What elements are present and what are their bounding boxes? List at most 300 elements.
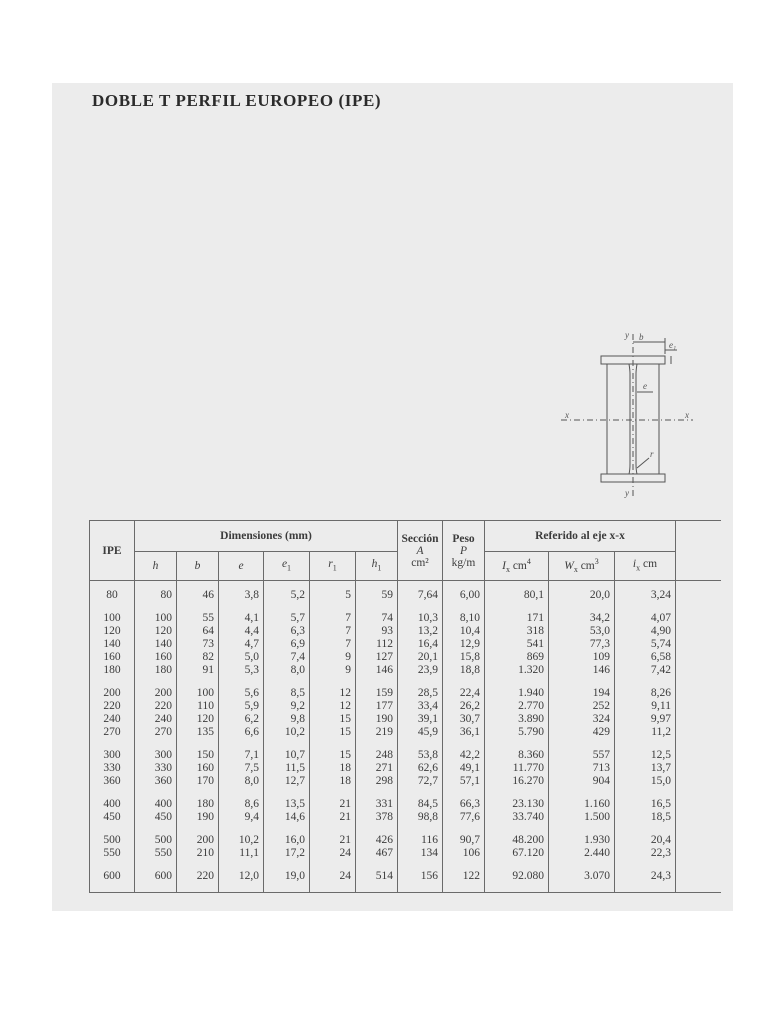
subheader-e1-sym: e xyxy=(281,557,288,570)
cell-e1: 9,8 xyxy=(264,713,310,726)
cell-r1: 7 xyxy=(310,625,356,638)
subheader-ix-unit: cm xyxy=(512,559,527,572)
cell-h1: 219 xyxy=(356,726,398,739)
cell-h1: 331 xyxy=(356,788,398,811)
cell-area: 13,2 xyxy=(398,625,443,638)
cell-e1: 8,5 xyxy=(264,677,310,700)
subheader-r1-sym: r xyxy=(328,557,333,570)
cell-e1: 6,3 xyxy=(264,625,310,638)
cell-area: 33,4 xyxy=(398,700,443,713)
cell-area: 72,7 xyxy=(398,775,443,788)
cell-weight: 18,8 xyxy=(443,664,485,677)
cell-area: 39,1 xyxy=(398,713,443,726)
cell-b: 170 xyxy=(177,775,219,788)
cell-r1: 12 xyxy=(310,677,356,700)
cell-h1: 59 xyxy=(356,581,398,603)
cell-b: 46 xyxy=(177,581,219,603)
page-title: DOBLE T PERFIL EUROPEO (IPE) xyxy=(92,91,382,110)
cell-ix: 48.200 xyxy=(485,824,549,847)
cell-ix: 33.740 xyxy=(485,811,549,824)
cell-ipe: 450 xyxy=(90,811,135,824)
cell-h1: 159 xyxy=(356,677,398,700)
subheader-wx-unit: cm xyxy=(580,559,595,572)
cell-wx: 3.070 xyxy=(549,860,615,893)
table-row xyxy=(90,625,721,638)
cell-weight: 10,4 xyxy=(443,625,485,638)
cell-ipe: 600 xyxy=(90,860,135,893)
subheader-rx-unit: cm xyxy=(643,557,658,570)
cell-h: 100 xyxy=(135,602,177,625)
header-seccion-label: Sección xyxy=(401,532,439,545)
cell-b: 120 xyxy=(177,713,219,726)
table-row xyxy=(90,847,721,860)
cell-ipe: 400 xyxy=(90,788,135,811)
cell-r1: 7 xyxy=(310,638,356,651)
cell-b: 55 xyxy=(177,602,219,625)
cell-rx: 6,58 xyxy=(615,651,676,664)
cell-blank xyxy=(676,860,721,893)
cell-e: 5,3 xyxy=(219,664,264,677)
header-dimensiones: Dimensiones (mm) xyxy=(135,521,398,552)
fig-label-e1: e₁ xyxy=(669,340,677,350)
cell-ix: 869 xyxy=(485,651,549,664)
subheader-h1 xyxy=(356,552,398,581)
cell-h1: 177 xyxy=(356,700,398,713)
subheader-r1 xyxy=(310,552,356,581)
cell-h: 360 xyxy=(135,775,177,788)
cell-e1: 11,5 xyxy=(264,762,310,775)
subheader-wx-sub: x xyxy=(573,565,578,575)
ipe-table-wrapper xyxy=(89,520,721,893)
cell-ix: 171 xyxy=(485,602,549,625)
ipe-profile-svg xyxy=(557,330,697,500)
cell-h1: 378 xyxy=(356,811,398,824)
cell-wx: 713 xyxy=(549,762,615,775)
web-right-edge xyxy=(636,364,637,474)
cell-ipe: 360 xyxy=(90,775,135,788)
cell-h1: 112 xyxy=(356,638,398,651)
cell-rx: 12,5 xyxy=(615,739,676,762)
cell-ix: 8.360 xyxy=(485,739,549,762)
cell-ix: 16.270 xyxy=(485,775,549,788)
cell-e1: 10,2 xyxy=(264,726,310,739)
cell-r1: 15 xyxy=(310,739,356,762)
cell-h: 220 xyxy=(135,700,177,713)
cell-blank xyxy=(676,700,721,713)
cell-rx: 8,26 xyxy=(615,677,676,700)
cell-e1: 5,7 xyxy=(264,602,310,625)
cell-blank xyxy=(676,726,721,739)
dim-r-leader xyxy=(637,458,649,468)
cell-wx: 557 xyxy=(549,739,615,762)
cell-weight: 106 xyxy=(443,847,485,860)
cell-rx: 20,4 xyxy=(615,824,676,847)
subheader-wx-sup: 3 xyxy=(594,556,599,566)
cell-weight: 26,2 xyxy=(443,700,485,713)
cell-area: 28,5 xyxy=(398,677,443,700)
header-peso-label: Peso xyxy=(452,532,475,545)
cell-h: 600 xyxy=(135,860,177,893)
cell-rx: 18,5 xyxy=(615,811,676,824)
cell-ipe: 100 xyxy=(90,602,135,625)
cell-blank xyxy=(676,811,721,824)
cell-b: 64 xyxy=(177,625,219,638)
fig-label-y-bottom: y xyxy=(625,488,629,498)
cell-b: 160 xyxy=(177,762,219,775)
cell-rx: 9,97 xyxy=(615,713,676,726)
cell-blank xyxy=(676,625,721,638)
header-peso-unit: kg/m xyxy=(451,556,476,569)
cell-rx: 7,42 xyxy=(615,664,676,677)
cell-r1: 15 xyxy=(310,713,356,726)
cell-e: 5,9 xyxy=(219,700,264,713)
cell-ipe: 300 xyxy=(90,739,135,762)
cell-e1: 9,2 xyxy=(264,700,310,713)
cell-b: 190 xyxy=(177,811,219,824)
cell-b: 150 xyxy=(177,739,219,762)
cell-h1: 426 xyxy=(356,824,398,847)
cell-ipe: 240 xyxy=(90,713,135,726)
cell-e1: 6,9 xyxy=(264,638,310,651)
cell-r1: 9 xyxy=(310,664,356,677)
cell-wx: 53,0 xyxy=(549,625,615,638)
cell-h: 200 xyxy=(135,677,177,700)
table-row xyxy=(90,726,721,739)
subheader-h1-sym: h xyxy=(371,557,378,570)
cell-e: 12,0 xyxy=(219,860,264,893)
cell-weight: 36,1 xyxy=(443,726,485,739)
header-peso-symbol: P xyxy=(459,544,468,557)
header-peso xyxy=(443,521,485,581)
cell-ipe: 140 xyxy=(90,638,135,651)
cell-weight: 66,3 xyxy=(443,788,485,811)
cell-e: 11,1 xyxy=(219,847,264,860)
subheader-rx xyxy=(615,552,676,581)
cell-weight: 49,1 xyxy=(443,762,485,775)
header-referido: Referido al eje x-x xyxy=(485,521,676,552)
cell-r1: 18 xyxy=(310,775,356,788)
cell-rx: 16,5 xyxy=(615,788,676,811)
cell-h: 300 xyxy=(135,739,177,762)
cell-blank xyxy=(676,581,721,603)
cell-weight: 57,1 xyxy=(443,775,485,788)
cell-weight: 77,6 xyxy=(443,811,485,824)
cell-r1: 5 xyxy=(310,581,356,603)
header-ipe: IPE xyxy=(90,521,135,581)
cell-b: 210 xyxy=(177,847,219,860)
cell-h: 270 xyxy=(135,726,177,739)
cell-e1: 13,5 xyxy=(264,788,310,811)
cell-weight: 15,8 xyxy=(443,651,485,664)
cell-wx: 324 xyxy=(549,713,615,726)
cell-e1: 12,7 xyxy=(264,775,310,788)
cell-wx: 252 xyxy=(549,700,615,713)
cell-e1: 7,4 xyxy=(264,651,310,664)
cell-r1: 9 xyxy=(310,651,356,664)
subheader-wx-sym: W xyxy=(564,559,574,572)
cell-ix: 11.770 xyxy=(485,762,549,775)
table-row xyxy=(90,638,721,651)
cell-rx: 3,24 xyxy=(615,581,676,603)
cell-wx: 1.500 xyxy=(549,811,615,824)
cell-area: 7,64 xyxy=(398,581,443,603)
cell-ipe: 550 xyxy=(90,847,135,860)
cell-e: 4,7 xyxy=(219,638,264,651)
cell-h: 240 xyxy=(135,713,177,726)
cell-wx: 1.930 xyxy=(549,824,615,847)
cell-e: 7,1 xyxy=(219,739,264,762)
cell-b: 82 xyxy=(177,651,219,664)
cell-wx: 1.160 xyxy=(549,788,615,811)
cell-rx: 5,74 xyxy=(615,638,676,651)
cell-e1: 14,6 xyxy=(264,811,310,824)
cell-wx: 194 xyxy=(549,677,615,700)
cell-h1: 190 xyxy=(356,713,398,726)
cell-weight: 22,4 xyxy=(443,677,485,700)
table-row xyxy=(90,700,721,713)
cell-area: 16,4 xyxy=(398,638,443,651)
cell-ipe: 200 xyxy=(90,677,135,700)
cell-h1: 248 xyxy=(356,739,398,762)
cell-area: 156 xyxy=(398,860,443,893)
cell-ipe: 120 xyxy=(90,625,135,638)
cell-e: 6,2 xyxy=(219,713,264,726)
cell-blank xyxy=(676,713,721,726)
cell-area: 116 xyxy=(398,824,443,847)
cell-b: 135 xyxy=(177,726,219,739)
cell-h: 500 xyxy=(135,824,177,847)
cell-b: 100 xyxy=(177,677,219,700)
cell-e: 4,4 xyxy=(219,625,264,638)
cell-blank xyxy=(676,638,721,651)
cell-area: 10,3 xyxy=(398,602,443,625)
subheader-rx-sym: i xyxy=(632,557,637,570)
cell-e: 7,5 xyxy=(219,762,264,775)
cell-blank xyxy=(676,775,721,788)
cell-rx: 4,07 xyxy=(615,602,676,625)
header-seccion xyxy=(398,521,443,581)
cell-blank xyxy=(676,762,721,775)
cell-area: 20,1 xyxy=(398,651,443,664)
cell-area: 84,5 xyxy=(398,788,443,811)
subheader-r1-sub: 1 xyxy=(332,563,337,573)
cell-b: 200 xyxy=(177,824,219,847)
cell-ix: 80,1 xyxy=(485,581,549,603)
subheader-ix-sym: I xyxy=(502,559,506,572)
subheader-b: b xyxy=(177,552,219,581)
cell-blank xyxy=(676,664,721,677)
table-row xyxy=(90,713,721,726)
cell-ipe: 500 xyxy=(90,824,135,847)
table-row xyxy=(90,824,721,847)
cell-r1: 21 xyxy=(310,811,356,824)
cell-e1: 8,0 xyxy=(264,664,310,677)
cell-r1: 18 xyxy=(310,762,356,775)
subheader-e: e xyxy=(219,552,264,581)
cell-ix: 67.120 xyxy=(485,847,549,860)
cell-e: 9,4 xyxy=(219,811,264,824)
table-row xyxy=(90,651,721,664)
subheader-e1-sub: 1 xyxy=(287,563,292,573)
table-head xyxy=(90,521,721,581)
cell-blank xyxy=(676,651,721,664)
cell-ix: 541 xyxy=(485,638,549,651)
cell-h: 330 xyxy=(135,762,177,775)
ipe-profile-diagram xyxy=(557,330,697,500)
cell-r1: 7 xyxy=(310,602,356,625)
table-row xyxy=(90,860,721,893)
cell-h: 450 xyxy=(135,811,177,824)
cell-rx: 24,3 xyxy=(615,860,676,893)
cell-area: 134 xyxy=(398,847,443,860)
cell-e1: 16,0 xyxy=(264,824,310,847)
cell-e: 10,2 xyxy=(219,824,264,847)
cell-blank xyxy=(676,739,721,762)
fig-label-r: r xyxy=(650,449,654,459)
cell-wx: 77,3 xyxy=(549,638,615,651)
cell-h: 400 xyxy=(135,788,177,811)
cell-rx: 22,3 xyxy=(615,847,676,860)
cell-ix: 318 xyxy=(485,625,549,638)
cell-b: 110 xyxy=(177,700,219,713)
cell-rx: 15,0 xyxy=(615,775,676,788)
cell-r1: 21 xyxy=(310,788,356,811)
cell-e1: 17,2 xyxy=(264,847,310,860)
subheader-ix-sub: x xyxy=(505,565,510,575)
cell-e: 4,1 xyxy=(219,602,264,625)
subheader-ix xyxy=(485,552,549,581)
ipe-properties-table xyxy=(89,520,721,893)
cell-area: 62,6 xyxy=(398,762,443,775)
cell-blank xyxy=(676,677,721,700)
cell-b: 220 xyxy=(177,860,219,893)
cell-blank xyxy=(676,824,721,847)
cell-h1: 74 xyxy=(356,602,398,625)
cell-h: 550 xyxy=(135,847,177,860)
cell-e: 8,0 xyxy=(219,775,264,788)
cell-e1: 10,7 xyxy=(264,739,310,762)
cell-rx: 9,11 xyxy=(615,700,676,713)
cell-r1: 24 xyxy=(310,847,356,860)
cell-wx: 146 xyxy=(549,664,615,677)
cell-weight: 42,2 xyxy=(443,739,485,762)
cell-e1: 5,2 xyxy=(264,581,310,603)
fig-label-y-top: y xyxy=(625,330,629,340)
fig-label-e: e xyxy=(643,381,647,391)
cell-wx: 34,2 xyxy=(549,602,615,625)
cell-r1: 21 xyxy=(310,824,356,847)
table-body xyxy=(90,581,721,893)
header-seccion-unit: cm² xyxy=(411,556,429,569)
cell-blank xyxy=(676,602,721,625)
cell-h: 180 xyxy=(135,664,177,677)
table-row xyxy=(90,788,721,811)
cell-r1: 24 xyxy=(310,860,356,893)
header-blank xyxy=(676,521,721,581)
cell-ipe: 80 xyxy=(90,581,135,603)
cell-wx: 20,0 xyxy=(549,581,615,603)
cell-ix: 23.130 xyxy=(485,788,549,811)
cell-b: 73 xyxy=(177,638,219,651)
cell-h: 120 xyxy=(135,625,177,638)
cell-ix: 5.790 xyxy=(485,726,549,739)
cell-b: 91 xyxy=(177,664,219,677)
cell-h1: 127 xyxy=(356,651,398,664)
cell-e: 5,6 xyxy=(219,677,264,700)
cell-h: 140 xyxy=(135,638,177,651)
cell-weight: 12,9 xyxy=(443,638,485,651)
cell-h1: 514 xyxy=(356,860,398,893)
cell-ipe: 330 xyxy=(90,762,135,775)
cell-blank xyxy=(676,788,721,811)
cell-wx: 109 xyxy=(549,651,615,664)
cell-blank xyxy=(676,847,721,860)
cell-weight: 30,7 xyxy=(443,713,485,726)
cell-h1: 146 xyxy=(356,664,398,677)
document-page xyxy=(52,83,733,911)
table-row xyxy=(90,775,721,788)
cell-e: 3,8 xyxy=(219,581,264,603)
table-row xyxy=(90,762,721,775)
cell-wx: 429 xyxy=(549,726,615,739)
subheader-wx xyxy=(549,552,615,581)
table-row xyxy=(90,664,721,677)
cell-weight: 8,10 xyxy=(443,602,485,625)
table-row xyxy=(90,581,721,603)
cell-rx: 13,7 xyxy=(615,762,676,775)
header-seccion-symbol: A xyxy=(416,544,424,557)
subheader-rx-sub: x xyxy=(636,563,641,573)
cell-h1: 467 xyxy=(356,847,398,860)
cell-e: 8,6 xyxy=(219,788,264,811)
cell-weight: 6,00 xyxy=(443,581,485,603)
cell-rx: 11,2 xyxy=(615,726,676,739)
table-row xyxy=(90,677,721,700)
cell-weight: 122 xyxy=(443,860,485,893)
cell-ipe: 220 xyxy=(90,700,135,713)
cell-wx: 2.440 xyxy=(549,847,615,860)
cell-ix: 1.940 xyxy=(485,677,549,700)
cell-weight: 90,7 xyxy=(443,824,485,847)
cell-ix: 92.080 xyxy=(485,860,549,893)
cell-h1: 93 xyxy=(356,625,398,638)
cell-ix: 1.320 xyxy=(485,664,549,677)
cell-ipe: 270 xyxy=(90,726,135,739)
table-row xyxy=(90,811,721,824)
cell-h1: 271 xyxy=(356,762,398,775)
cell-area: 23,9 xyxy=(398,664,443,677)
fig-label-b: b xyxy=(639,332,644,342)
cell-b: 180 xyxy=(177,788,219,811)
fig-label-x-right: x xyxy=(685,410,689,420)
cell-rx: 4,90 xyxy=(615,625,676,638)
fig-label-x-left: x xyxy=(565,410,569,420)
cell-e: 6,6 xyxy=(219,726,264,739)
cell-h1: 298 xyxy=(356,775,398,788)
cell-ipe: 160 xyxy=(90,651,135,664)
subheader-h1-sub: 1 xyxy=(377,563,382,573)
subheader-h: h xyxy=(135,552,177,581)
cell-h: 160 xyxy=(135,651,177,664)
cell-ix: 3.890 xyxy=(485,713,549,726)
cell-r1: 12 xyxy=(310,700,356,713)
cell-h: 80 xyxy=(135,581,177,603)
cell-e: 5,0 xyxy=(219,651,264,664)
table-row xyxy=(90,739,721,762)
cell-ix: 2.770 xyxy=(485,700,549,713)
cell-area: 53,8 xyxy=(398,739,443,762)
cell-e1: 19,0 xyxy=(264,860,310,893)
